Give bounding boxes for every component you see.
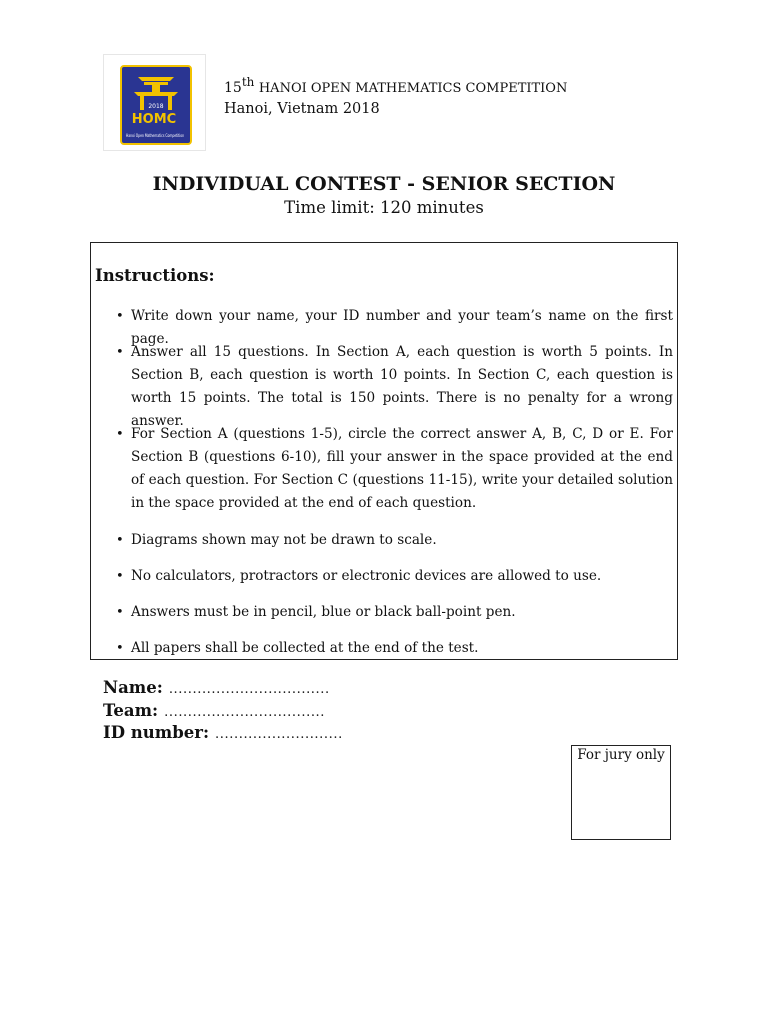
- instruction-item: [116, 529, 673, 552]
- competition-ordinal: th: [241, 75, 255, 89]
- competition-place-year: Hanoi, Vietnam 2018: [224, 101, 380, 117]
- logo-caption: Hanoi Open Mathematics Competition: [126, 134, 208, 139]
- jury-box: [571, 745, 671, 840]
- bullet-icon: •: [116, 641, 124, 656]
- instruction-text: Write down your name, your ID number and your team’s name on the first page.: [131, 308, 673, 347]
- team-field[interactable]: [103, 700, 325, 724]
- instruction-item: [116, 423, 673, 515]
- instruction-item: [116, 341, 673, 433]
- instruction-text: Answer all 15 questions. In Section A, each question is worth 5 points. In Section B, each question is worth 10 points. In Section C, each question is worth 15 points. The total is 150 points. There is no penalty for a wrong answer.: [131, 344, 673, 429]
- team-blank[interactable]: ..................................: [164, 705, 326, 720]
- instructions-heading: Instructions:: [95, 266, 215, 285]
- instruction-text: No calculators, protractors or electronic devices are allowed to use.: [131, 568, 602, 584]
- bullet-icon: •: [116, 309, 124, 324]
- instruction-text: Answers must be in pencil, blue or black ball-point pen.: [131, 604, 516, 620]
- instruction-text: All papers shall be collected at the end of the test.: [131, 640, 479, 656]
- homc-logo: [120, 65, 208, 145]
- bullet-icon: •: [116, 427, 124, 442]
- logo-letters: HOMC: [131, 112, 177, 127]
- competition-number: 15: [224, 80, 242, 96]
- id-number-field[interactable]: [103, 722, 343, 746]
- name-label: Name:: [103, 678, 163, 697]
- instructions-box: [90, 242, 678, 660]
- instruction-item: [116, 601, 673, 624]
- bullet-icon: •: [116, 569, 124, 584]
- bullet-icon: •: [116, 605, 124, 620]
- instruction-item: [116, 637, 673, 660]
- bullet-icon: •: [116, 345, 124, 360]
- competition-title: [224, 75, 568, 99]
- name-blank[interactable]: ..................................: [168, 682, 330, 697]
- id-number-label: ID number:: [103, 723, 210, 742]
- competition-name: HANOI OPEN MATHEMATICS COMPETITION: [258, 81, 568, 96]
- instruction-text: Diagrams shown may not be drawn to scale.: [131, 532, 437, 548]
- logo-year: 2018: [148, 103, 164, 110]
- team-label: Team:: [103, 701, 159, 720]
- instruction-text: For Section A (questions 1-5), circle the correct answer A, B, C, D or E. For Section B (questions 6-10), fill your answer in the space provided at the end of each question. For Section C (questions 11-15), write your detailed solution in the space provided at the end of each question.: [131, 426, 673, 511]
- time-limit: Time limit: 120 minutes: [284, 198, 484, 217]
- id-number-blank[interactable]: ...........................: [215, 727, 343, 742]
- bullet-icon: •: [116, 533, 124, 548]
- contest-title: INDIVIDUAL CONTEST - SENIOR SECTION: [152, 173, 616, 195]
- logo-frame: [103, 54, 206, 151]
- jury-label: For jury only: [577, 747, 665, 763]
- instruction-item: [116, 565, 673, 588]
- name-field[interactable]: [103, 677, 330, 701]
